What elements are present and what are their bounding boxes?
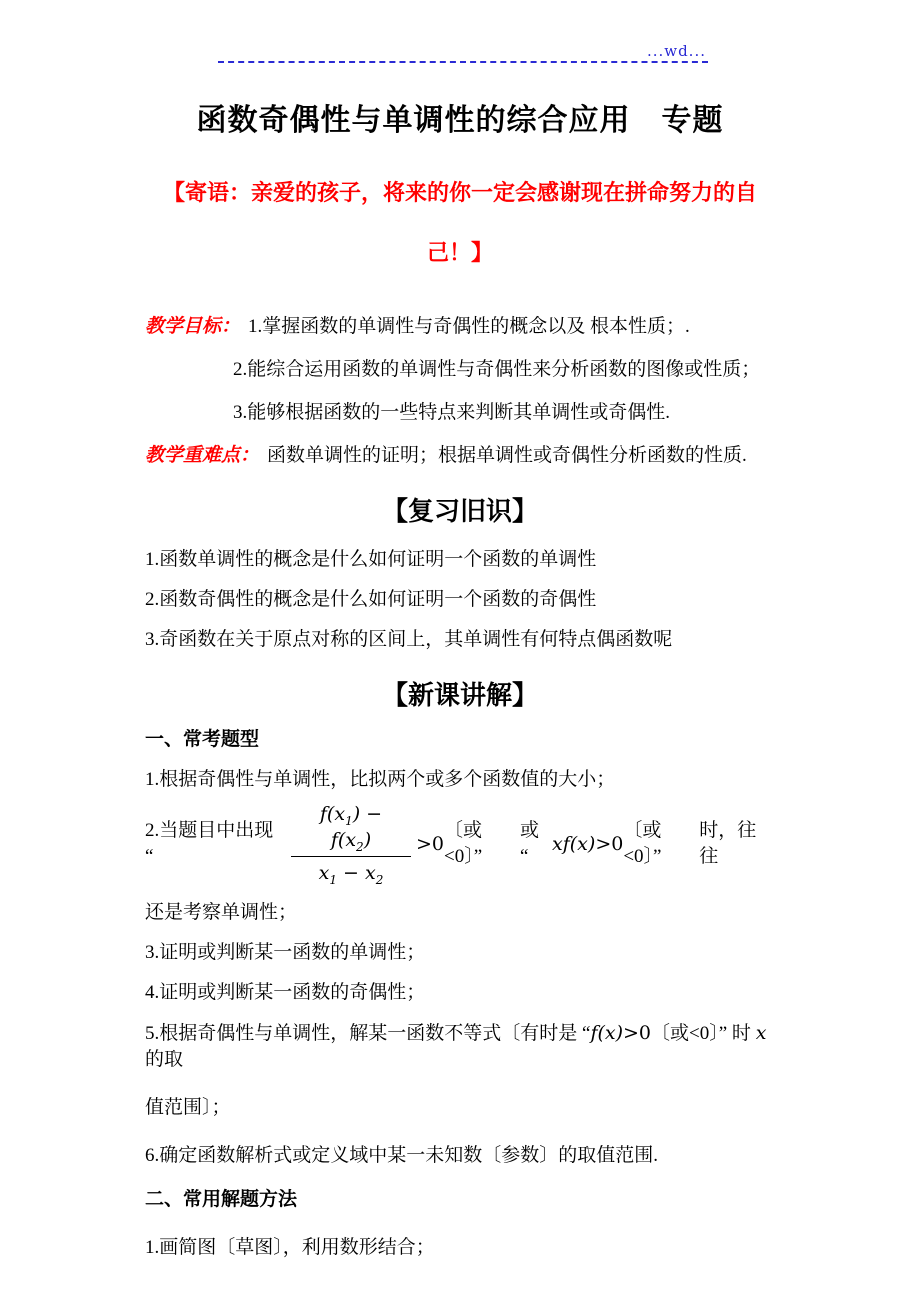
- header-dashed-rule: [218, 40, 708, 63]
- teaching-goals-item-3: 3.能够根据函数的一些特点来判断其单调性或奇偶性.: [233, 402, 671, 423]
- num-subscript-2: 2: [356, 839, 364, 854]
- lecture-item-1: 1.根据奇偶性与单调性，比拟两个或多个函数值的大小；: [145, 769, 616, 790]
- quote-line-2: 己！】: [426, 240, 493, 265]
- lecture-item-6: 6.确定函数解析式或定义域中某一未知数〔参数〕的取值范围.: [145, 1145, 659, 1166]
- lecture-heading: 【新课讲解】: [381, 680, 538, 710]
- item-5-text-1: 5.根据奇偶性与单调性，解某一函数不等式〔有时是 “: [145, 1023, 591, 1044]
- item-5-math-2: x: [755, 1022, 767, 1044]
- key-points-line: [145, 443, 775, 469]
- num-subscript-1: 1: [345, 813, 353, 828]
- item-2-prefix: 2.当题目中出现 “: [145, 819, 274, 867]
- quote-line-1: 【寄语：亲爱的孩子，将来的你一定会感谢现在拼命努力的自: [162, 180, 757, 205]
- lecture-item-5: [145, 1020, 775, 1073]
- review-item-1: 1.函数单调性的概念是什么如何证明一个函数的单调性: [145, 549, 597, 570]
- teaching-goals-item-2: 2.能综合运用函数的单调性与奇偶性来分析函数的图像或性质；: [233, 359, 761, 380]
- section-1-title: 一、常考题型: [145, 729, 260, 750]
- section-2-title: 二、常用解题方法: [145, 1189, 298, 1210]
- item-5-math-1: f(x): [590, 1022, 624, 1044]
- item-2-or: 或 “: [519, 819, 539, 867]
- item-5-comparison: >0: [623, 1022, 652, 1044]
- lecture-item-2-continuation: 还是考察单调性；: [145, 902, 298, 923]
- num-part: f(x: [319, 803, 346, 825]
- item-2-suffix: 时，往往: [699, 819, 757, 867]
- fraction: [291, 801, 411, 886]
- comparison-1: >0: [416, 832, 445, 855]
- teaching-goals-line-1: [145, 314, 775, 340]
- bracket-note-2: 〔或<0〕”: [623, 819, 662, 867]
- teaching-goals-item-1: 1.掌握函数的单调性与奇偶性的概念以及 根本性质；.: [248, 316, 690, 337]
- method-item-1: 1.画简图〔草图〕，利用数形结合；: [145, 1237, 435, 1258]
- watermark-text: ...wd...: [646, 42, 706, 60]
- review-item-3: 3.奇函数在关于原点对称的区间上，其单调性有何特点偶函数呢: [145, 629, 673, 650]
- fraction-numerator: [291, 801, 411, 857]
- page-title: 函数奇偶性与单调性的综合应用 专题: [196, 104, 724, 137]
- lecture-item-2-formula-line: [145, 801, 775, 886]
- item-5-text-3: 的取: [145, 1049, 184, 1070]
- key-points-text: 函数单调性的证明；根据单调性或奇偶性分析函数的性质.: [267, 445, 747, 466]
- comparison-2: >0: [595, 832, 624, 855]
- lecture-item-4: 4.证明或判断某一函数的奇偶性；: [145, 982, 426, 1003]
- num-part: ): [363, 829, 372, 851]
- num-part: ) − f(x: [330, 803, 383, 851]
- teaching-goals-block: [145, 314, 775, 426]
- lecture-item-5-continuation: 值范围〕；: [145, 1097, 231, 1118]
- lecture-item-3: 3.证明或判断某一函数的单调性；: [145, 942, 426, 963]
- review-item-2: 2.函数奇偶性的概念是什么如何证明一个函数的奇偶性: [145, 589, 597, 610]
- teaching-goals-label: 教学目标：: [145, 316, 241, 337]
- item-5-text-2: 〔或<0〕” 时: [651, 1023, 756, 1044]
- key-points-label: 教学重难点：: [145, 445, 260, 466]
- fraction-denominator: [291, 857, 411, 886]
- expression-2: xf(x): [552, 832, 596, 855]
- review-heading: 【复习旧识】: [381, 496, 538, 526]
- bracket-note-1: 〔或<0〕”: [444, 819, 483, 867]
- den-subscript-2: 2: [375, 872, 384, 887]
- den-subscript-1: 1: [329, 872, 337, 887]
- den-part: x: [318, 862, 330, 884]
- den-part: − x: [336, 862, 376, 884]
